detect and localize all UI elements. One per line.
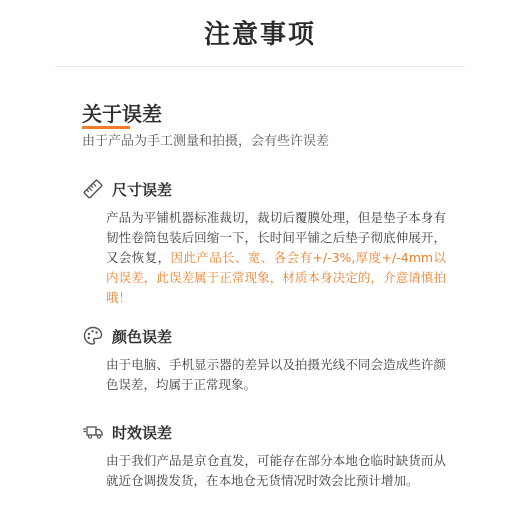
about-subtitle: 由于产品为手工测量和拍摄，会有些许误差 [82,134,330,149]
about-accent-bar [82,126,130,129]
title-divider [55,66,465,67]
section-size-header [82,178,172,200]
delivery-truck-icon [82,421,104,443]
about-heading: 关于误差 [82,102,162,126]
section-size-text: 产品为平铺机器标准裁切，裁切后覆膜处理，但是垫子本身有韧性卷筒包装后回缩一下，长时间平铺之后垫子彻底伸展开，又会恢复， [106,210,446,265]
palette-icon [82,325,104,347]
section-size-body [106,208,446,308]
section-time-title: 时效误差 [112,423,173,442]
section-size-title: 尺寸误差 [112,180,173,199]
page-title: 注意事项 [203,20,316,50]
section-color-body: 由于电脑、手机显示器的差异以及拍摄光线不同会造成些许颜色误差，均属于正常现象。 [106,357,446,392]
section-time-header [82,421,172,443]
section-size-highlight: 因此产品长、宽、各会有+/-3%,厚度+/-4mm以内误差，此误差属于正常现象，材质本身决定的，介意请慎拍哦！ [106,250,446,305]
section-color-title: 颜色误差 [112,327,173,346]
section-color-header [82,325,172,347]
ruler-icon [82,178,104,200]
section-time-body: 由于我们产品是京仓直发，可能存在部分本地仓临时缺货而从就近仓调拨发货，在本地仓无货情况时效会比预计增加。 [106,453,446,488]
